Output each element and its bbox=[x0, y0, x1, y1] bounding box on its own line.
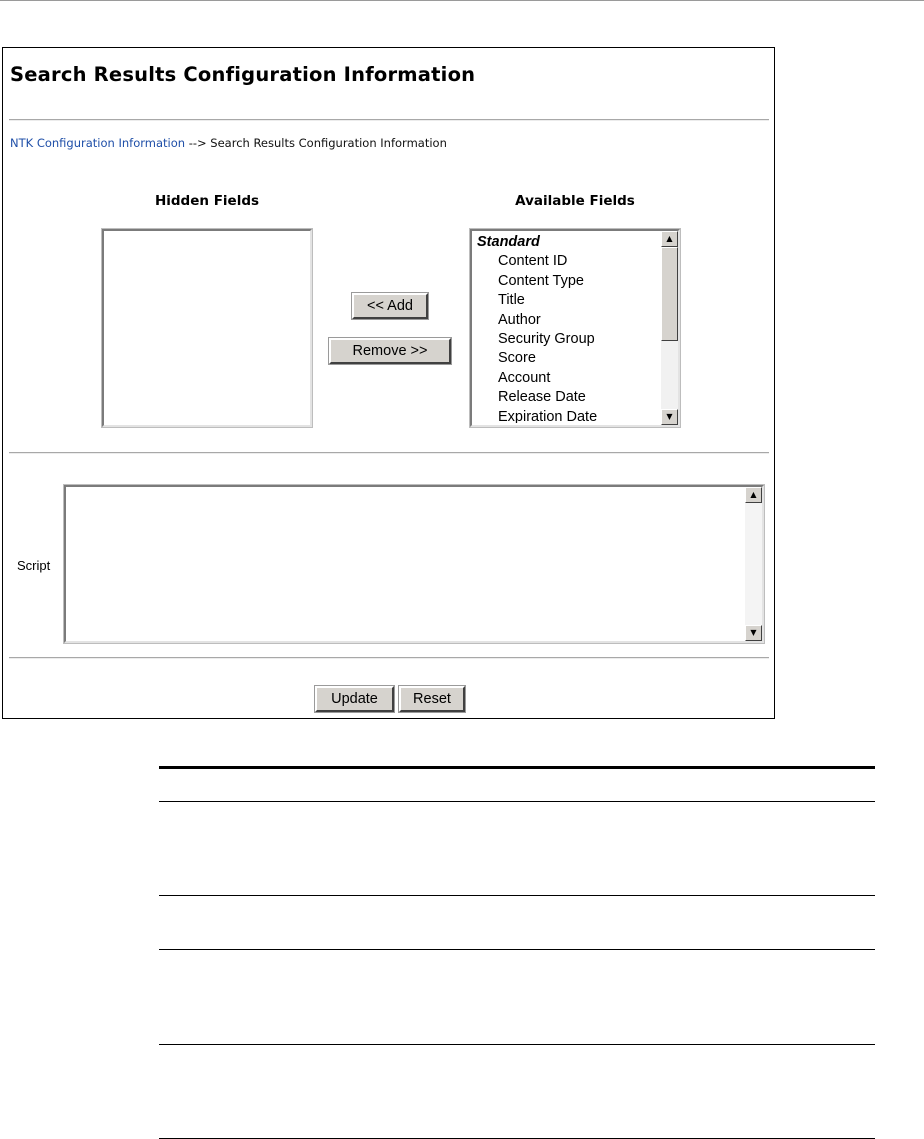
option-group-standard: Standard bbox=[477, 234, 540, 250]
script-divider bbox=[9, 657, 769, 659]
option-content-id[interactable]: Content ID bbox=[498, 253, 568, 270]
script-label: Script bbox=[17, 558, 51, 573]
table-top-rule bbox=[159, 766, 875, 769]
script-scroll-down-button[interactable] bbox=[745, 625, 762, 641]
scroll-down-button[interactable] bbox=[661, 409, 678, 425]
reset-button[interactable]: Reset bbox=[399, 686, 465, 712]
breadcrumb-link-ntk-configuration[interactable]: NTK Configuration Information bbox=[10, 136, 186, 150]
add-button[interactable]: << Add bbox=[352, 293, 428, 319]
page-top-rule bbox=[0, 0, 924, 1]
available-fields-listbox[interactable] bbox=[470, 229, 680, 427]
triangle-up-icon: ▲ bbox=[666, 234, 673, 243]
table-header-rule bbox=[159, 801, 875, 802]
available-fields-heading: Available Fields bbox=[515, 193, 635, 209]
page-title: Search Results Configuration Information bbox=[10, 63, 476, 86]
hidden-fields-options bbox=[107, 233, 290, 423]
fields-divider bbox=[9, 452, 769, 454]
option-account[interactable]: Account bbox=[498, 369, 551, 386]
script-scroll-up-button[interactable] bbox=[745, 487, 762, 503]
option-title[interactable]: Title bbox=[498, 292, 525, 309]
available-fields-options bbox=[475, 233, 658, 423]
option-content-type[interactable]: Content Type bbox=[498, 272, 584, 289]
breadcrumb-separator: --> bbox=[188, 136, 207, 150]
triangle-up-icon: ▲ bbox=[750, 490, 757, 499]
option-release-date[interactable]: Release Date bbox=[498, 389, 586, 406]
script-scrollbar[interactable] bbox=[745, 487, 762, 641]
option-author[interactable]: Author bbox=[498, 311, 541, 328]
option-score[interactable]: Score bbox=[498, 350, 536, 367]
scrollbar-thumb[interactable] bbox=[661, 247, 678, 341]
script-textarea[interactable] bbox=[64, 485, 764, 643]
option-security-group[interactable]: Security Group bbox=[498, 331, 595, 348]
option-expiration-date[interactable]: Expiration Date bbox=[498, 408, 598, 423]
breadcrumb-current: Search Results Configuration Information bbox=[210, 136, 447, 150]
title-divider bbox=[9, 119, 769, 121]
hidden-fields-heading: Hidden Fields bbox=[154, 193, 260, 209]
triangle-down-icon: ▼ bbox=[750, 628, 757, 637]
breadcrumb bbox=[10, 136, 447, 150]
table-row-rule-3 bbox=[159, 1044, 875, 1045]
table-row-rule-2 bbox=[159, 949, 875, 950]
triangle-down-icon: ▼ bbox=[666, 412, 673, 421]
update-button[interactable]: Update bbox=[315, 686, 394, 712]
available-fields-scrollbar[interactable] bbox=[661, 231, 678, 425]
remove-button[interactable]: Remove >> bbox=[329, 338, 451, 364]
scroll-up-button[interactable] bbox=[661, 231, 678, 247]
hidden-fields-listbox[interactable] bbox=[102, 229, 312, 427]
configuration-panel bbox=[2, 47, 775, 719]
table-row-rule-1 bbox=[159, 895, 875, 896]
